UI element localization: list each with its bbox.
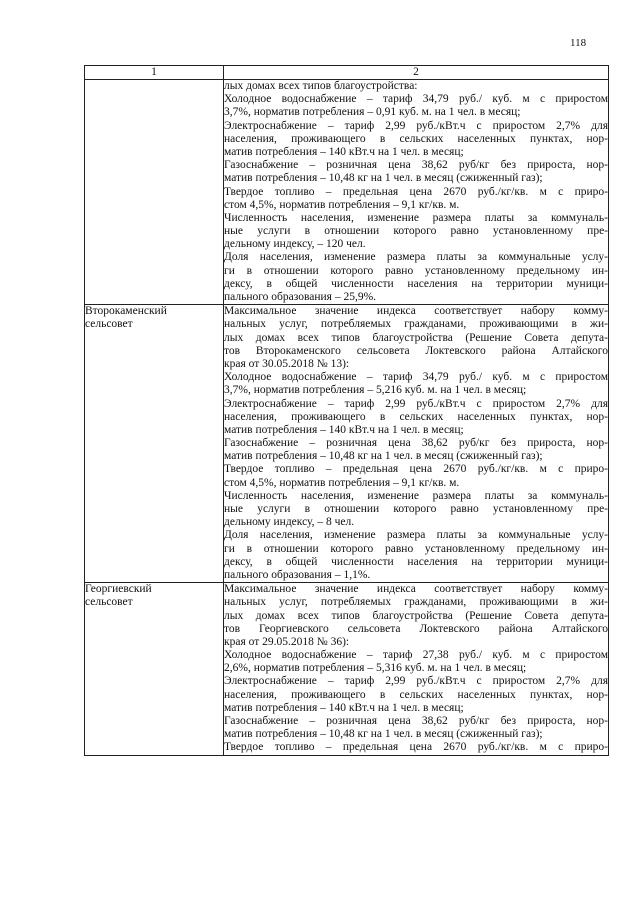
table-row bbox=[85, 583, 609, 755]
municipality-name-line: Георгиевский bbox=[85, 583, 152, 596]
description-line: Холодное водоснабжение – тариф 34,79 руб./ куб. м с приростом bbox=[224, 371, 608, 384]
description-line: Максимальное значение индекса соответствует набору комму- bbox=[224, 305, 608, 318]
description-line: 3,7%, норматив потребления – 0,91 куб. м. на 1 чел. в месяц; bbox=[224, 106, 521, 119]
description-line: лых домах всех типов благоустройства: bbox=[224, 80, 418, 92]
description-line: пального образования – 25,9%. bbox=[224, 291, 377, 303]
description-line: Доля населения, изменение размера платы за коммунальные услу- bbox=[224, 251, 608, 264]
description-line: лых домах всех типов благоустройства (Решение Совета депута- bbox=[224, 609, 608, 622]
description-line: матив потребления – 10,48 кг на 1 чел. в месяц (сжиженный газ); bbox=[224, 450, 543, 463]
description-line: матив потребления – 10,48 кг на 1 чел. в месяц (сжиженный газ); bbox=[224, 172, 543, 185]
municipality-name-cell bbox=[85, 80, 224, 305]
description-line: Численность населения, изменение размера платы за коммуналь- bbox=[224, 489, 608, 502]
column-header-1: 1 bbox=[85, 66, 224, 80]
municipality-name-line: сельсовет bbox=[85, 596, 133, 609]
description-line: края от 30.05.2018 № 13): bbox=[224, 357, 350, 370]
description-line: Электроснабжение – тариф 2,99 руб./кВт.ч с приростом 2,7% для bbox=[224, 119, 608, 132]
municipality-name-cell bbox=[85, 583, 224, 755]
description-line: нальных услуг, потребляемых гражданами, проживающими в жи- bbox=[224, 596, 608, 609]
description-line: Газоснабжение – розничная цена 38,62 руб/кг без прироста, нор- bbox=[224, 715, 608, 727]
description-line: матив потребления – 140 кВт.ч на 1 чел. в месяц; bbox=[224, 701, 464, 714]
description-cell bbox=[224, 583, 609, 755]
description-line: матив потребления – 10,48 кг на 1 чел. в месяц (сжиженный газ); bbox=[224, 728, 543, 741]
description-line: Газоснабжение – розничная цена 38,62 руб/кг без прироста, нор- bbox=[224, 437, 608, 450]
description-line: Максимальное значение индекса соответствует набору комму- bbox=[224, 583, 608, 596]
description-line: дельному индексу, – 120 чел. bbox=[224, 238, 366, 251]
table-header-row bbox=[85, 66, 609, 80]
description-line: стом 4,5%, норматив потребления – 9,1 кг/кв. м. bbox=[224, 198, 460, 211]
description-line: нальных услуг, потребляемых гражданами, проживающими в жи- bbox=[224, 318, 608, 331]
description-line: Холодное водоснабжение – тариф 34,79 руб./ куб. м с приростом bbox=[224, 93, 608, 106]
description-line: дексу, в общей численности населения на территории муници- bbox=[224, 277, 608, 290]
description-line: Электроснабжение – тариф 2,99 руб./кВт.ч с приростом 2,7% для bbox=[224, 397, 608, 410]
description-line: Твердое топливо – предельная цена 2670 руб./кг/кв. м с приро- bbox=[224, 741, 608, 754]
description-line: матив потребления – 140 кВт.ч на 1 чел. в месяц; bbox=[224, 145, 464, 158]
municipality-name-line: сельсовет bbox=[85, 318, 133, 331]
description-line: ги в отношении которого равно установленному предельному ин- bbox=[224, 264, 608, 277]
description-line: ги в отношении которого равно установленному предельному ин- bbox=[224, 542, 608, 555]
description-cell bbox=[224, 80, 609, 305]
description-line: тов Второкаменского сельсовета Локтевского района Алтайского bbox=[224, 344, 608, 357]
description-line: ные услуги в отношении которого равно установленному пре- bbox=[224, 503, 608, 515]
description-line: Доля населения, изменение размера платы за коммунальные услу- bbox=[224, 529, 608, 542]
description-line: населения, проживающего в сельских населенных пунктах, нор- bbox=[224, 132, 608, 145]
description-line: пального образования – 1,1%. bbox=[224, 568, 371, 581]
table-body bbox=[85, 80, 609, 756]
description-line: Газоснабжение – розничная цена 38,62 руб/кг без прироста, нор- bbox=[224, 159, 608, 172]
description-line: Электроснабжение – тариф 2,99 руб./кВт.ч с приростом 2,7% для bbox=[224, 675, 608, 688]
description-line: Численность населения, изменение размера платы за коммуналь- bbox=[224, 211, 608, 224]
description-line: лых домах всех типов благоустройства (Решение Совета депута- bbox=[224, 331, 608, 344]
description-line: Холодное водоснабжение – тариф 27,38 руб./ куб. м с приростом bbox=[224, 649, 608, 662]
description-line: тов Георгиевского сельсовета Локтевского района Алтайского bbox=[224, 622, 608, 635]
description-line: населения, проживающего в сельских населенных пунктах, нор- bbox=[224, 688, 608, 701]
column-header-2: 2 bbox=[224, 66, 609, 80]
table-row bbox=[85, 305, 609, 583]
page-number: 118 bbox=[570, 37, 587, 49]
description-line: 2,6%, норматив потребления – 5,316 куб. м. на 1 чел. в месяц; bbox=[224, 662, 527, 675]
description-line: дексу, в общей численности населения на территории муници- bbox=[224, 555, 608, 568]
description-line: населения, проживающего в сельских населенных пунктах, нор- bbox=[224, 410, 608, 423]
municipality-name-cell bbox=[85, 305, 224, 583]
description-cell bbox=[224, 305, 609, 583]
municipality-name-line: Второкаменский bbox=[85, 305, 167, 318]
description-line: края от 29.05.2018 № 36): bbox=[224, 635, 350, 648]
description-line: ные услуги в отношении которого равно установленному пре- bbox=[224, 225, 608, 238]
description-line: стом 4,5%, норматив потребления – 9,1 кг/кв. м. bbox=[224, 476, 460, 489]
description-line: матив потребления – 140 кВт.ч на 1 чел. в месяц; bbox=[224, 423, 464, 436]
utilities-index-table bbox=[84, 65, 609, 756]
description-line: Твердое топливо – предельная цена 2670 руб./кг/кв. м с приро- bbox=[224, 185, 608, 198]
description-line: 3,7%, норматив потребления – 5,216 куб. м. на 1 чел. в месяц; bbox=[224, 384, 527, 397]
table-row bbox=[85, 80, 609, 305]
description-line: дельному индексу, – 8 чел. bbox=[224, 516, 355, 529]
description-line: Твердое топливо – предельная цена 2670 руб./кг/кв. м с приро- bbox=[224, 463, 608, 476]
